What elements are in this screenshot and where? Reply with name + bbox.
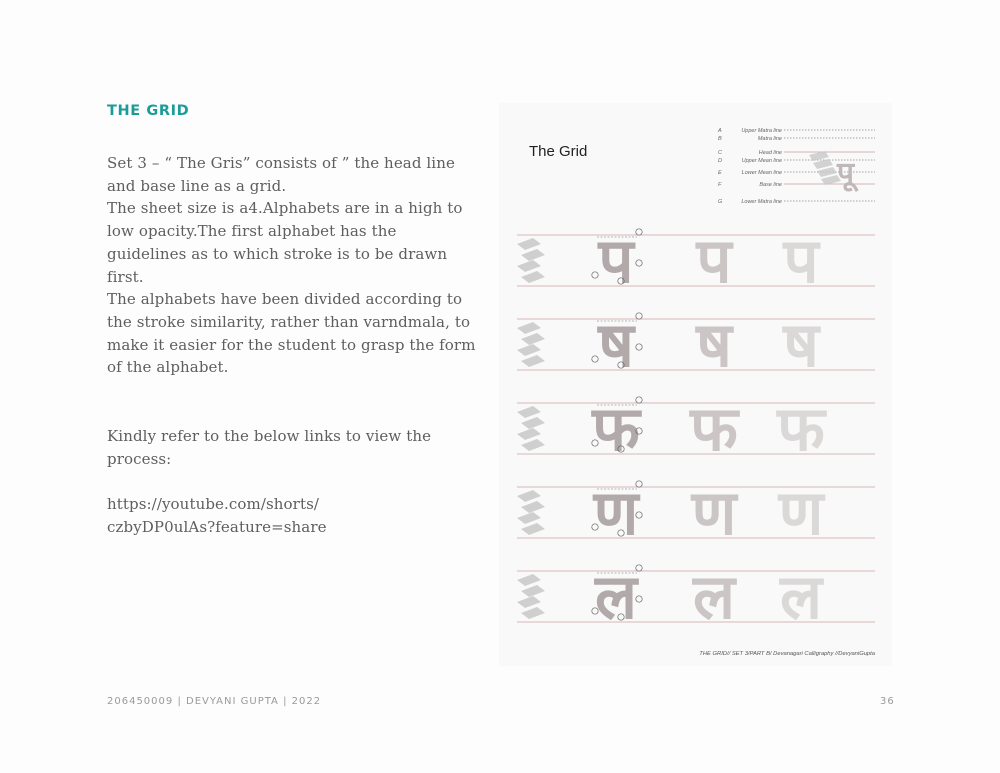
pen-angle-mark xyxy=(521,523,545,535)
legend-item-g xyxy=(718,199,875,205)
legend-letter: D xyxy=(718,158,722,164)
grid-legend xyxy=(717,128,875,205)
refer-text: Kindly refer to the below links to view the process: xyxy=(107,427,432,468)
legend-label: Head line xyxy=(758,150,782,156)
legend-letter: B xyxy=(718,136,722,142)
pen-angle-mark xyxy=(517,574,541,586)
pen-angle-mark xyxy=(517,428,541,440)
legend-label: Upper Matra line xyxy=(741,128,782,134)
legend-item-a xyxy=(717,128,875,134)
practice-glyph: प xyxy=(598,224,634,297)
paragraph-stroke-grouping: The alphabets have been divided according to the stroke similarity, rather than varndmala, to make it easier for the student to grasp the form of the alphabet. xyxy=(107,290,476,377)
pen-angle-mark xyxy=(517,238,541,250)
pen-angle-mark xyxy=(517,260,541,272)
practice-row xyxy=(517,224,875,297)
grid-sheet-image xyxy=(499,103,892,666)
pen-angle-mark xyxy=(517,596,541,608)
paragraph-grid-definition: Set 3 – “ The Gris” consists of ” the head line and base line as a grid. xyxy=(107,154,455,195)
footer-author: 206450009 | DEVYANI GUPTA | 2022 xyxy=(107,696,322,707)
sheet-title: The Grid xyxy=(529,143,588,160)
legend-letter: F xyxy=(718,182,722,188)
pen-angle-mark xyxy=(517,490,541,502)
stroke-order-marker xyxy=(636,344,642,350)
practice-glyph: प xyxy=(783,224,819,297)
practice-glyph: ल xyxy=(692,560,736,633)
pen-angle-mark xyxy=(521,439,545,451)
legend-label: Lower Mean line xyxy=(741,170,782,176)
practice-row xyxy=(517,392,875,465)
legend-label: Base line xyxy=(759,182,782,188)
pen-angle-mark xyxy=(521,271,545,283)
stroke-order-marker xyxy=(592,272,598,278)
pen-angle-mark xyxy=(517,322,541,334)
pen-angle-mark xyxy=(521,501,545,513)
stroke-order-marker xyxy=(636,260,642,266)
legend-label: Upper Mean line xyxy=(741,158,782,164)
link-line-1[interactable]: https://youtube.com/shorts/ xyxy=(107,495,320,513)
youtube-link[interactable] xyxy=(107,493,477,538)
practice-rows xyxy=(517,224,875,633)
legend-letter: C xyxy=(718,150,722,156)
practice-glyph: ण xyxy=(778,476,824,549)
practice-glyph: ष xyxy=(598,308,634,381)
pen-angle-mark xyxy=(517,344,541,356)
pen-angle-mark xyxy=(521,333,545,345)
pen-angle-mark xyxy=(521,355,545,367)
practice-row xyxy=(517,476,875,549)
stroke-order-marker xyxy=(636,229,642,235)
practice-glyph: प xyxy=(696,224,732,297)
practice-glyph: ष xyxy=(783,308,819,381)
legend-hatch xyxy=(817,167,837,177)
stroke-order-marker xyxy=(636,313,642,319)
practice-row xyxy=(517,560,875,633)
link-line-2[interactable]: czbyDP0ulAs?feature=share xyxy=(107,517,327,536)
pen-angle-mark xyxy=(521,417,545,429)
pen-angle-mark xyxy=(517,512,541,524)
page-number: 36 xyxy=(880,696,895,707)
pen-angle-mark xyxy=(521,585,545,597)
legend-letter: E xyxy=(718,170,722,176)
practice-glyph: ल xyxy=(594,560,638,633)
legend-letter: G xyxy=(718,199,723,205)
intro-text xyxy=(107,152,477,379)
practice-glyph: ल xyxy=(779,560,823,633)
legend-hatch xyxy=(809,151,829,161)
pen-angle-mark xyxy=(521,607,545,619)
paragraph-sheet-size: The sheet size is a4.Alphabets are in a high to low opacity.The first alphabet has the guidelines as to which stroke is to be drawn first. xyxy=(107,199,463,286)
practice-glyph: फ xyxy=(592,392,640,465)
legend-label: Matra line xyxy=(757,136,782,142)
practice-glyph: फ xyxy=(777,392,825,465)
page-heading: THE GRID xyxy=(107,103,190,119)
legend-item-b xyxy=(718,136,875,142)
practice-glyph: ष xyxy=(696,308,732,381)
legend-label: Lower Matra line xyxy=(741,199,782,205)
sheet-caption: THE GRID// SET 3/PART B/ Devanagari Calligraphy //DevyaniGupta xyxy=(699,651,875,657)
refer-text-block xyxy=(107,425,477,470)
pen-angle-mark xyxy=(521,249,545,261)
practice-glyph: ण xyxy=(593,476,639,549)
legend-letter: A xyxy=(718,128,722,134)
practice-row xyxy=(517,308,875,381)
practice-glyph: फ xyxy=(690,392,738,465)
practice-glyph: ण xyxy=(691,476,737,549)
legend-sample-glyph: पू xyxy=(837,156,855,191)
pen-angle-mark xyxy=(517,406,541,418)
legend-hatch xyxy=(813,159,833,169)
